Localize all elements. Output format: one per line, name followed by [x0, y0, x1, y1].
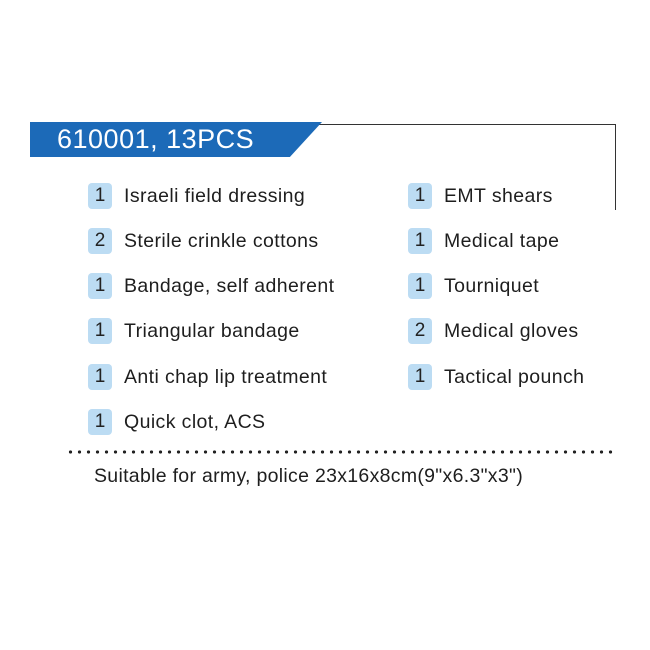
list-item [88, 228, 319, 254]
quantity-badge: 1 [408, 228, 432, 254]
quantity-badge: 1 [408, 273, 432, 299]
list-item [88, 364, 327, 390]
item-label: Sterile crinkle cottons [124, 229, 319, 252]
footer-note: Suitable for army, police 23x16x8cm(9"x6.3"x3") [94, 465, 524, 487]
quantity-badge: 1 [408, 364, 432, 390]
list-item [88, 318, 300, 344]
frame-right-line [615, 124, 616, 210]
quantity-badge: 1 [88, 318, 112, 344]
item-label: Medical tape [444, 229, 560, 252]
item-label: Tactical pounch [444, 365, 585, 388]
list-item [88, 409, 265, 435]
list-item [408, 228, 559, 254]
quantity-badge: 2 [88, 228, 112, 254]
dotted-divider [66, 449, 614, 455]
item-label: EMT shears [444, 184, 553, 207]
list-item [408, 364, 584, 390]
item-label: Anti chap lip treatment [124, 365, 328, 388]
item-label: Bandage, self adherent [124, 274, 335, 297]
frame-top-line [312, 124, 616, 125]
page-title: 610001, 13PCS [57, 124, 255, 154]
quantity-badge: 1 [88, 183, 112, 209]
quantity-badge: 1 [88, 409, 112, 435]
list-item [408, 318, 579, 344]
item-label: Triangular bandage [124, 319, 300, 342]
list-item [408, 273, 539, 299]
item-label: Tourniquet [444, 274, 540, 297]
item-label: Israeli field dressing [124, 184, 306, 207]
quantity-badge: 1 [88, 364, 112, 390]
item-label: Medical gloves [444, 319, 579, 342]
list-item [88, 183, 305, 209]
item-label: Quick clot, ACS [124, 410, 266, 433]
quantity-badge: 1 [88, 273, 112, 299]
quantity-badge: 2 [408, 318, 432, 344]
list-item [88, 273, 334, 299]
quantity-badge: 1 [408, 183, 432, 209]
list-item [408, 183, 553, 209]
